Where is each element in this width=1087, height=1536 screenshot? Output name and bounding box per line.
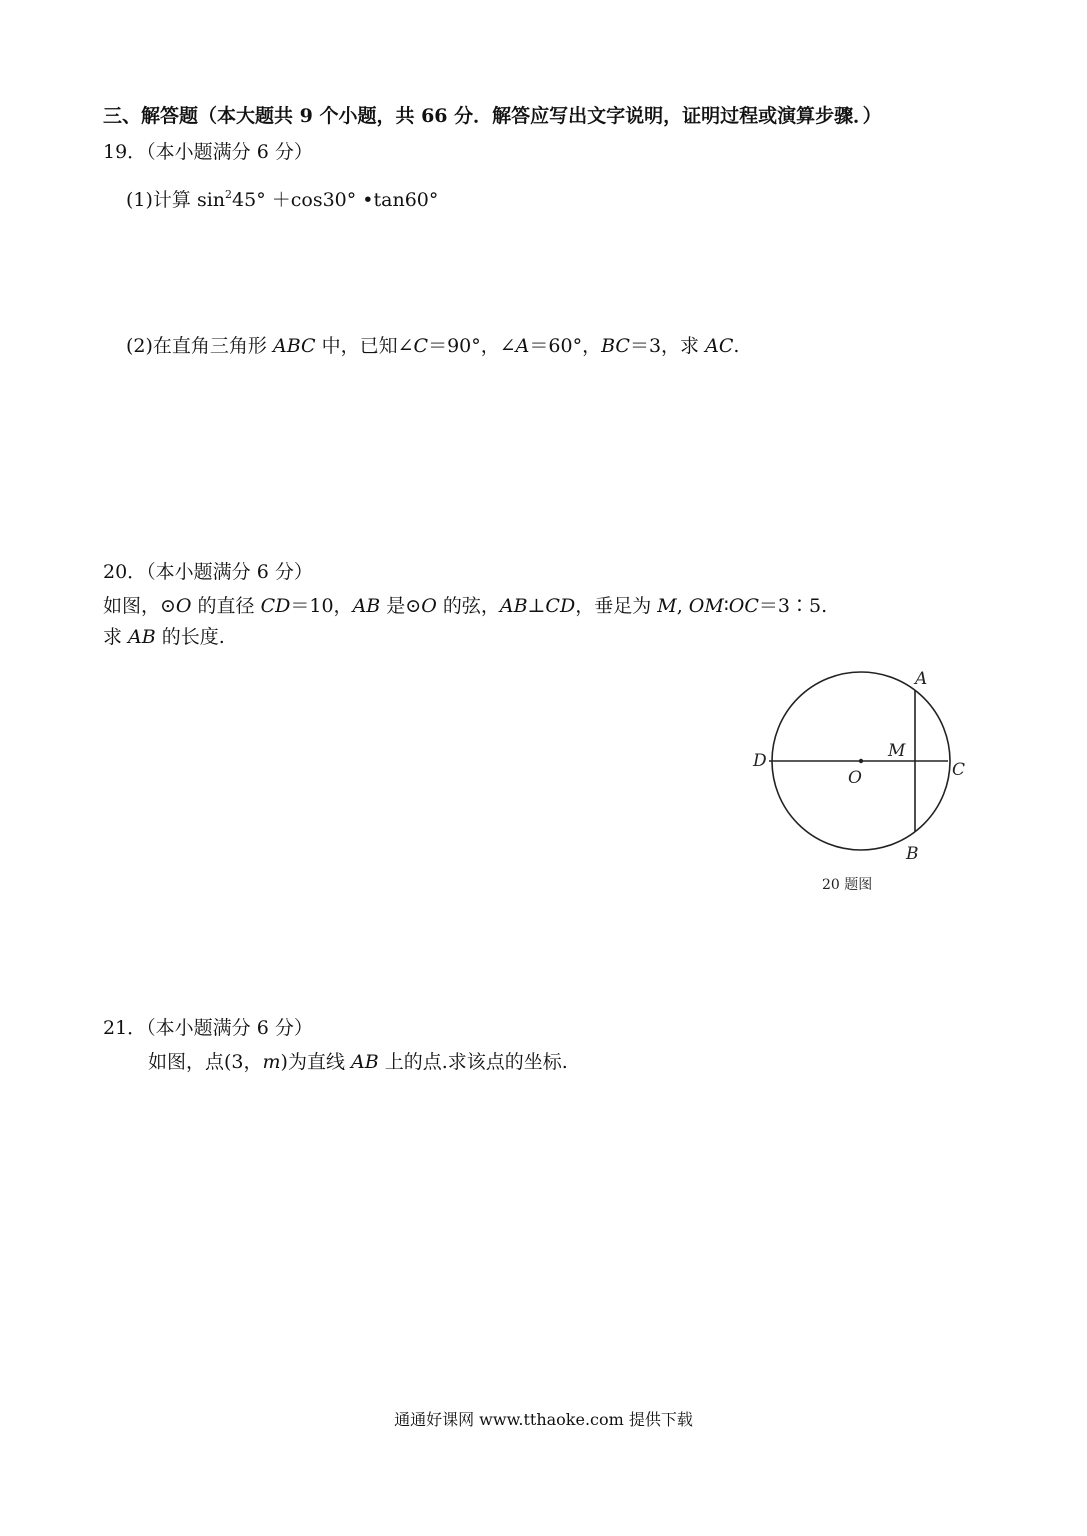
q19-var-ac: AC	[705, 335, 734, 357]
q20-text-i: ∶	[723, 595, 729, 617]
q20-text-c: ＝10，	[290, 595, 353, 617]
q20-var-m: M	[657, 595, 677, 617]
q20-line2-text-a: 求	[103, 626, 129, 648]
q19-part2-text-f: .	[733, 335, 740, 357]
center-point	[859, 759, 863, 763]
q19-var-a: A	[515, 335, 530, 357]
q20-var-o1: O	[175, 595, 192, 617]
q20-var-o2: O	[421, 595, 437, 617]
label-d: D	[753, 751, 767, 771]
q20-text-a: 如图，⊙	[103, 595, 176, 617]
q21-text-c: 上的点.求该点的坐标.	[378, 1051, 568, 1073]
q19-part2-text-c: ＝90°，∠	[428, 335, 516, 357]
q20-var-oc: OC	[728, 595, 759, 617]
q20-text-e: 的弦，	[436, 595, 500, 617]
label-b: B	[906, 844, 919, 864]
q19-part2-text-e: ＝3，求	[629, 335, 706, 357]
label-m: M	[888, 741, 906, 761]
q20-header: 20．（本小题满分 6 分）	[103, 561, 313, 583]
q20-var-om: OM	[688, 595, 724, 617]
section-heading: 三、解答题（本大题共 9 个小题，共 66 分．解答应写出文字说明，证明过程或演算步骤．）	[103, 105, 882, 127]
q19-part2	[126, 334, 739, 358]
q19-part1	[126, 188, 438, 212]
q19-var-c: C	[413, 335, 429, 357]
q20-var-cd2: CD	[545, 595, 576, 617]
q21-text-b: )为直线	[280, 1051, 351, 1073]
q20-line2-var-ab: AB	[128, 626, 156, 648]
q20-var-ab: AB	[352, 595, 381, 617]
label-c: C	[952, 760, 966, 780]
q21-var-m: m	[262, 1051, 281, 1073]
page-footer: 通通好课网 www.tthaoke.com 提供下载	[394, 1410, 693, 1429]
q20-var-ab2: AB	[499, 595, 528, 617]
label-o: O	[848, 768, 862, 788]
q20-line2-text-b: 的长度.	[155, 626, 225, 648]
q20-line1	[103, 594, 827, 618]
q19-header: 19．（本小题满分 6 分）	[103, 141, 313, 163]
q20-var-cd: CD	[260, 595, 291, 617]
q21-var-ab: AB	[351, 1051, 379, 1073]
label-a: A	[915, 669, 928, 689]
q21-text-a: 如图，点(3，	[148, 1051, 263, 1073]
q19-part1-exponent: 2	[225, 188, 233, 201]
q20-text-g: ，垂足为	[575, 595, 658, 617]
q19-part2-text-b: 中，已知∠	[315, 335, 414, 357]
q20-text-h: ,	[676, 595, 689, 617]
q20-text-f: ⊥	[527, 595, 546, 617]
q20-text-d: 是⊙	[380, 595, 422, 617]
q20-text-b: 的直径	[191, 595, 261, 617]
q19-var-bc: BC	[601, 335, 630, 357]
q19-part1-prefix: (1)计算 sin	[126, 189, 226, 211]
q19-var-abc: ABC	[272, 335, 316, 357]
q21-line1	[148, 1050, 568, 1074]
q20-circle-figure	[735, 660, 985, 905]
figure-caption: 20 题图	[822, 877, 873, 893]
q20-text-j: ＝3∶5.	[758, 595, 828, 617]
q20-line2	[103, 625, 225, 649]
q19-part2-text-d: ＝60°，	[529, 335, 602, 357]
q19-part2-text-a: (2)在直角三角形	[126, 335, 273, 357]
q19-part1-suffix: 45° ＋cos30° •tan60°	[232, 189, 439, 211]
q21-header: 21．（本小题满分 6 分）	[103, 1017, 313, 1039]
